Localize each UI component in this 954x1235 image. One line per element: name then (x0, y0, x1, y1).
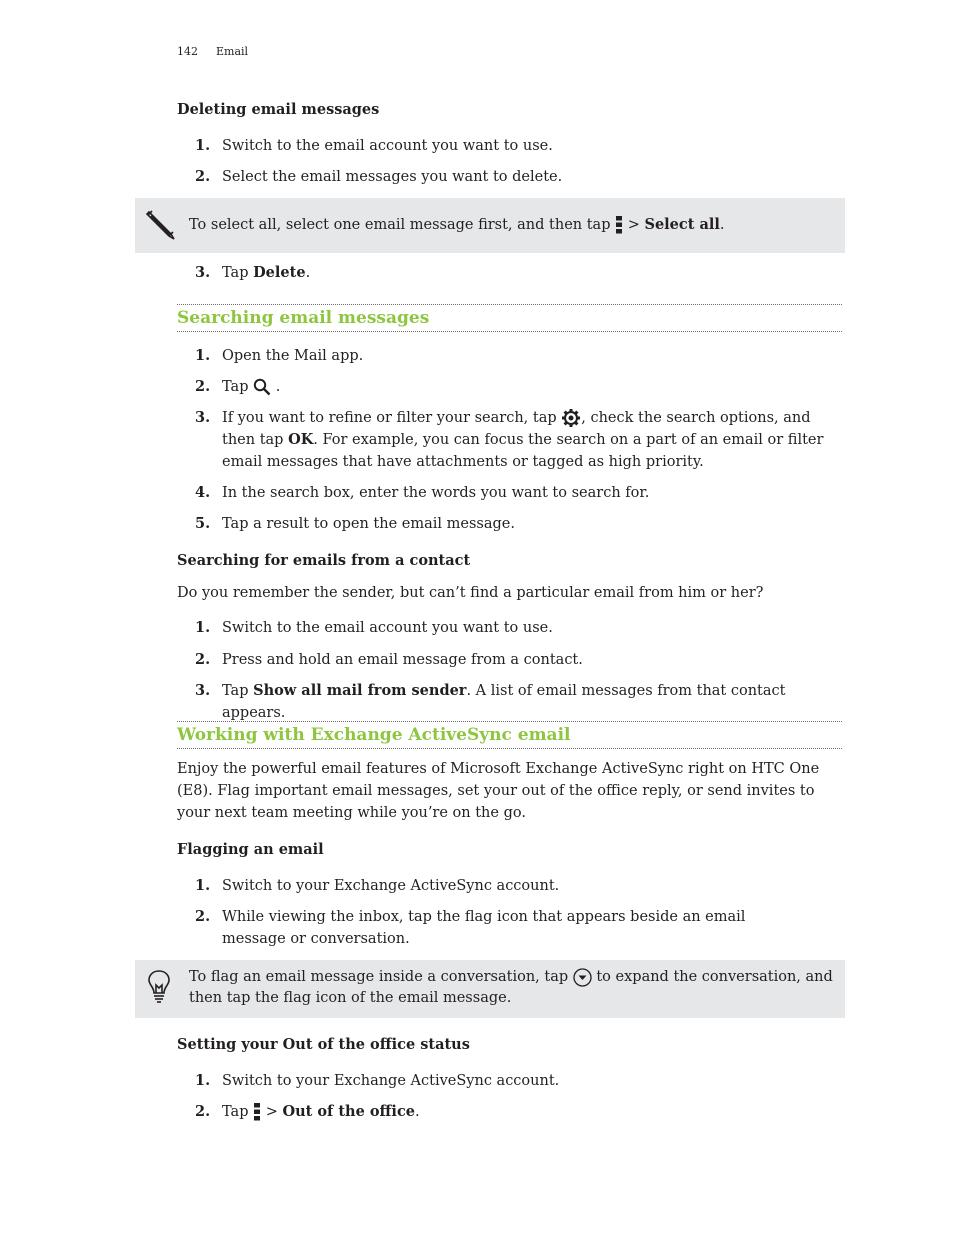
list-item (195, 345, 845, 367)
step-text: Tap Show all mail from sender. A list of email messages from that contact appears. (222, 682, 786, 721)
note-text (189, 214, 834, 236)
step-text: Open the Mail app. (222, 348, 364, 364)
tip-box (135, 960, 845, 1018)
more-icon (615, 216, 623, 234)
out-of-office-label: Out of the office (282, 1103, 415, 1120)
list-number: 1. (195, 347, 211, 364)
expand-icon (573, 968, 592, 987)
outofoffice-title: Setting your Out of the office status (177, 1036, 470, 1053)
list-item (195, 617, 845, 639)
list-item (195, 1101, 845, 1123)
flagging-title: Flagging an email (177, 841, 324, 858)
step-text: In the search box, enter the words you want to search for. (222, 485, 650, 501)
list-number: 2. (195, 651, 211, 668)
list-item (195, 680, 845, 724)
contact-intro: Do you remember the sender, but can’t find a particular email from him or her? (177, 585, 764, 601)
step-text: Switch to your Exchange ActiveSync account. (222, 878, 560, 894)
step-text: While viewing the inbox, tap the flag icon that appears beside an email message or conversation. (222, 909, 746, 947)
pencil-icon (143, 206, 179, 242)
step-text: Tap a result to open the email message. (222, 516, 515, 532)
delete-label: Delete (253, 264, 306, 281)
page-number: 142 (177, 45, 198, 58)
section-title-text: Searching email messages (177, 308, 430, 328)
section-title-exchange (177, 721, 842, 749)
step-text: Switch to your Exchange ActiveSync account. (222, 1073, 560, 1089)
list-item (195, 513, 845, 535)
list-number: 2. (195, 1103, 211, 1120)
step-text: Tap Delete. (222, 264, 311, 281)
step-text: Switch to the email account you want to use. (222, 138, 553, 154)
section-title-text: Working with Exchange ActiveSync email (177, 725, 571, 745)
list-item (195, 1070, 845, 1092)
more-icon (253, 1103, 261, 1121)
show-all-mail-label: Show all mail from sender (253, 682, 467, 699)
list-number: 1. (195, 877, 211, 894)
list-item (195, 649, 845, 671)
lightbulb-icon (147, 969, 171, 1003)
step-text: Switch to the email account you want to use. (222, 620, 553, 636)
search-icon (253, 378, 271, 396)
list-item (195, 482, 845, 504)
list-number: 2. (195, 378, 211, 395)
list-number: 4. (195, 484, 211, 501)
tip-text: To flag an email message inside a conversation, tap to expand the conversation, and then tap the flag icon of the email message. (189, 969, 833, 1006)
list-number: 1. (195, 137, 211, 154)
step-text: If you want to refine or filter your search, tap , check the search options, and then tap OK. For example, you can focus the search on a part of an email or filter email messages that have attachments or tagged as high priority. (222, 410, 824, 470)
deleting-title: Deleting email messages (177, 101, 380, 118)
step-text: Tap > Out of the office. (222, 1103, 420, 1120)
note-text-before: To select all, select one email message first, and then tap (189, 217, 611, 233)
list-number: 3. (195, 409, 211, 426)
list-number: 2. (195, 908, 211, 925)
settings-icon (561, 408, 581, 428)
list-item (195, 906, 845, 950)
step-text: Tap . (222, 379, 281, 395)
list-number: 3. (195, 682, 211, 699)
list-item (195, 166, 845, 188)
step-text: Press and hold an email message from a contact. (222, 652, 583, 668)
list-number: 3. (195, 264, 211, 281)
section-title-searching (177, 304, 842, 332)
note-separator: > (627, 217, 640, 233)
step-text: Select the email messages you want to delete. (222, 169, 563, 185)
list-item (195, 875, 845, 897)
page-section: Email (216, 45, 249, 58)
list-item (195, 135, 845, 157)
list-number: 1. (195, 619, 211, 636)
list-item (195, 376, 845, 398)
note-select-all: Select all (644, 216, 720, 233)
contact-title: Searching for emails from a contact (177, 552, 471, 569)
note-box (135, 198, 845, 253)
exchange-intro: Enjoy the powerful email features of Microsoft Exchange ActiveSync right on HTC One (E8). Flag important email messages, set your out of the office reply, or send invites to your next team meeting while you’re on the go. (177, 761, 820, 821)
ok-label: OK (288, 431, 314, 448)
list-number: 5. (195, 515, 211, 532)
list-number: 1. (195, 1072, 211, 1089)
list-number: 2. (195, 168, 211, 185)
list-item (195, 262, 845, 284)
note-text-end: . (719, 217, 725, 233)
list-item (195, 407, 845, 473)
